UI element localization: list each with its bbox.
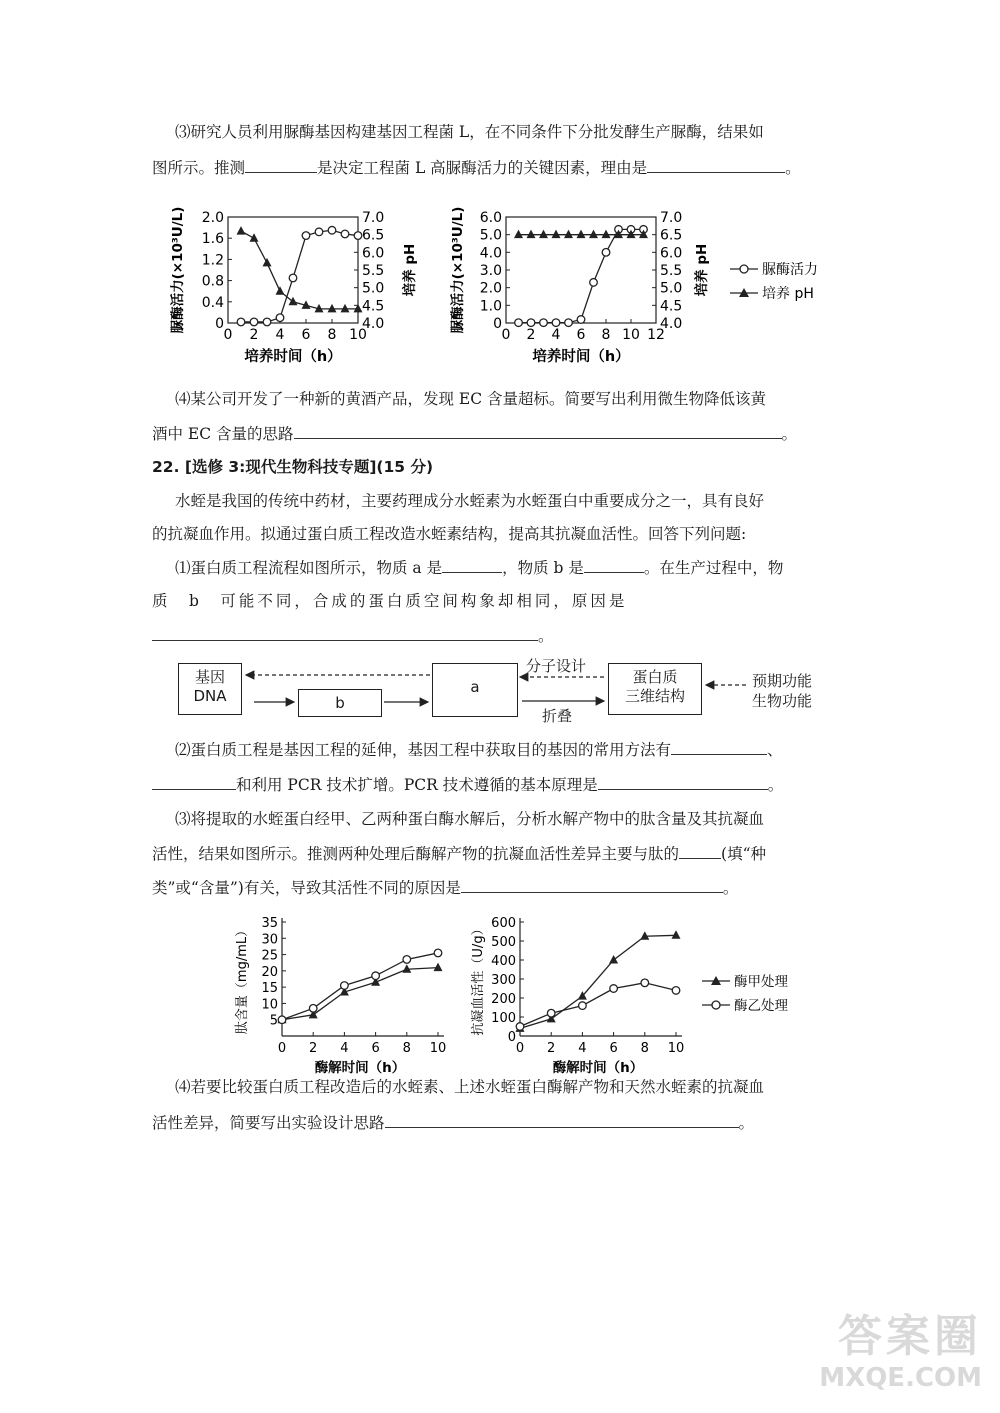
data-point (250, 318, 258, 326)
y-tick-label: 0.4 (201, 294, 224, 311)
data-point (309, 1005, 317, 1013)
legend-label-ph: 培养 pH (762, 286, 814, 302)
q21-3-line1: ⑶研究人员利用脲酶基因构建基因工程菌 L，在不同条件下分批发酵生产脲酶，结果如 (175, 123, 764, 141)
data-point (609, 955, 618, 964)
site-watermark-logo: 答案圈 MXQE.COM (819, 1311, 982, 1393)
data-point (302, 232, 310, 240)
y2-tick-label: 7.0 (660, 210, 683, 226)
data-point (403, 956, 411, 964)
legend-label-enzyme-b: 酶乙处理 (734, 998, 788, 1014)
y-tick-label: 25 (261, 948, 278, 964)
series-line (241, 230, 358, 322)
molecular-design-label: 分子设计 (526, 657, 587, 675)
urease-chart-1 (168, 205, 428, 375)
data-point (263, 318, 271, 326)
q22-s2-line2: 和利用 PCR 技术扩增。PCR 技术遵循的基本原理是 。 (152, 773, 783, 796)
x-tick-label: 4 (275, 327, 285, 343)
y-tick-label: 1.2 (201, 252, 224, 269)
data-point (434, 963, 443, 972)
series-line (520, 983, 676, 1027)
q22-s2-line1: ⑵蛋白质工程是基因工程的延伸，基因工程中获取目的基因的常用方法有 、 (175, 738, 783, 761)
x-tick-label: 0 (501, 327, 511, 343)
data-point (341, 982, 349, 990)
y2-tick-label: 6.5 (660, 227, 683, 244)
answer-blank[interactable] (671, 738, 767, 755)
y2-axis-title: 培养 pH (402, 243, 418, 297)
data-point (237, 226, 246, 235)
y2-tick-label: 5.0 (660, 280, 683, 297)
y2-tick-label: 4.5 (362, 298, 385, 315)
legend-circle-marker (712, 1001, 720, 1009)
protein-label: 蛋白质 (632, 668, 678, 686)
data-point (552, 230, 561, 239)
y-tick-label: 300 (491, 973, 516, 988)
y2-tick-label: 5.5 (660, 263, 683, 279)
y-tick-label: 0 (215, 316, 224, 332)
y2-tick-label: 6.5 (362, 227, 385, 244)
data-point (328, 304, 337, 313)
series-line (282, 953, 438, 1020)
series-line (519, 229, 644, 322)
structure-label: 三维结构 (624, 687, 685, 705)
q21-3-line2: 图所示。推测 是决定工程菌 L 高脲酶活力的关键因素，理由是 。 (152, 156, 801, 179)
answer-blank[interactable] (294, 422, 782, 439)
y-tick-label: 0 (507, 1030, 516, 1045)
data-point (539, 230, 548, 239)
q22-s3-line2: 活性，结果如图所示。推测两种处理后酶解产物的抗凝血活性差异主要与肽的 (填“种 (152, 842, 766, 865)
x-tick-label: 2 (547, 1041, 556, 1056)
x-tick-label: 4 (340, 1041, 349, 1056)
answer-blank[interactable] (152, 773, 236, 790)
y-tick-label: 30 (261, 932, 278, 948)
y-tick-label: 20 (261, 964, 278, 980)
data-point (289, 297, 298, 306)
data-point (434, 949, 442, 957)
x-tick-label: 8 (402, 1041, 411, 1056)
x-tick-label: 10 (429, 1041, 447, 1056)
data-point (672, 987, 680, 995)
x-tick-label: 2 (309, 1041, 318, 1056)
answer-blank[interactable] (598, 773, 768, 790)
x-tick-label: 12 (647, 327, 665, 343)
q22-s1-line2: 质 b 可能不同，合成的蛋白质空间构象却相同，原因是 (152, 592, 628, 610)
y2-tick-label: 6.0 (362, 245, 385, 262)
y-axis-title: 脲酶活力(×10³U/L) (450, 206, 466, 334)
data-point (289, 274, 297, 282)
data-point (552, 319, 560, 327)
data-point (276, 314, 284, 322)
x-tick-label: 8 (327, 327, 337, 343)
folding-label: 折叠 (542, 707, 573, 725)
urease-chart-2 (448, 205, 718, 375)
answer-blank[interactable] (584, 556, 644, 573)
anticoagulant-activity-chart (470, 912, 695, 1076)
y-tick-label: 4.0 (479, 245, 502, 262)
y2-tick-label: 5.5 (362, 263, 385, 279)
data-point (640, 931, 649, 940)
x-tick-label: 8 (640, 1041, 649, 1056)
y-tick-label: 1.6 (201, 231, 224, 248)
y-tick-label: 0.8 (201, 273, 224, 290)
y-axis-title: 脲酶活力(×10³U/L) (170, 206, 186, 334)
data-point (315, 228, 323, 236)
data-point (577, 316, 585, 324)
x-axis-title: 酶解时间（h） (314, 1060, 406, 1076)
y-tick-label: 3.0 (479, 263, 502, 279)
urease-legend (728, 258, 848, 308)
y-axis-title: 抗凝血活性（U/g） (471, 922, 486, 1036)
data-point (341, 230, 349, 238)
legend-label-enzyme-a: 酶甲处理 (734, 974, 788, 990)
y2-tick-label: 5.0 (362, 280, 385, 297)
q22-intro-line1: 水蛭是我国的传统中药材，主要药理成分水蛭素为水蛭蛋白中重要成分之一，具有良好 (175, 492, 765, 510)
y2-tick-label: 7.0 (362, 210, 385, 226)
y2-tick-label: 6.0 (660, 245, 683, 262)
series-line (241, 231, 358, 309)
y-tick-label: 1.0 (479, 298, 502, 315)
x-tick-label: 6 (609, 1041, 618, 1056)
answer-blank[interactable] (245, 156, 317, 173)
data-point (579, 1002, 587, 1010)
data-point (577, 230, 586, 239)
data-point (564, 230, 573, 239)
q22-intro-line2: 的抗凝血作用。拟通过蛋白质工程改造水蛭素结构，提高其抗凝血活性。回答下列问题: (152, 525, 747, 543)
y-tick-label: 200 (491, 992, 516, 1007)
y-tick-label: 15 (261, 981, 278, 997)
y-tick-label: 5 (269, 1013, 278, 1029)
y-tick-label: 2.0 (479, 280, 502, 297)
x-tick-label: 8 (601, 327, 611, 343)
answer-blank[interactable] (647, 156, 785, 173)
data-point (547, 1009, 555, 1017)
data-point (527, 230, 536, 239)
series-line (520, 935, 676, 1028)
data-point (641, 979, 649, 987)
y-tick-label: 400 (491, 954, 516, 969)
q21-4-line1: ⑷某公司开发了一种新的黄酒产品，发现 EC 含量超标。简要写出利用微生物降低该黄 (175, 390, 767, 408)
data-point (328, 226, 336, 234)
gene-label: 基因 (194, 668, 225, 686)
y-tick-label: 0 (493, 316, 502, 332)
data-point (565, 319, 573, 327)
expected-function-label: 预期功能 生物功能 (752, 672, 813, 710)
data-point (589, 230, 598, 239)
x-tick-label: 10 (622, 327, 640, 343)
legend-label-urease: 脲酶活力 (762, 262, 818, 278)
x-tick-label: 2 (249, 327, 259, 343)
x-tick-label: 0 (277, 1041, 287, 1056)
y-tick-label: 100 (491, 1011, 516, 1026)
y-tick-label: 5.0 (479, 227, 502, 244)
legend-circle-marker (740, 265, 748, 273)
y2-tick-label: 4.5 (660, 298, 683, 315)
answer-blank[interactable] (461, 876, 723, 893)
q22-s3-line3: 类”或“含量”)有关，导致其活性不同的原因是 。 (152, 876, 738, 899)
data-point (372, 972, 380, 980)
answer-blank[interactable] (679, 842, 721, 859)
data-point (516, 1023, 524, 1031)
x-tick-label: 10 (349, 327, 367, 343)
enzyme-legend (700, 970, 810, 1018)
data-point (237, 318, 245, 326)
dna-label: DNA (193, 687, 227, 705)
x-tick-label: 0 (223, 327, 233, 343)
x-tick-label: 10 (667, 1041, 685, 1056)
data-point (250, 233, 259, 242)
data-point (672, 930, 681, 939)
data-point (278, 1016, 286, 1024)
data-point (590, 279, 598, 287)
q22-s4-line1: ⑷若要比较蛋白质工程改造后的水蛭素、上述水蛭蛋白酶解产物和天然水蛭素的抗凝血 (175, 1078, 765, 1096)
data-point (515, 319, 523, 327)
y-tick-label: 500 (491, 935, 516, 950)
y-tick-label: 2.0 (201, 210, 224, 226)
y2-tick-label: 4.0 (660, 316, 683, 332)
q22-s3-line1: ⑶将提取的水蛭蛋白经甲、乙两种蛋白酶水解后，分析水解产物中的肽含量及其抗凝血 (175, 810, 765, 828)
data-point (341, 304, 350, 313)
q22-s4-line2: 活性差异，简要写出实验设计思路 。 (152, 1111, 754, 1134)
x-axis-title: 培养时间（h） (532, 349, 630, 365)
data-point (602, 249, 610, 257)
plot-frame (228, 217, 358, 323)
data-point (610, 985, 618, 993)
flow-arrows (170, 655, 850, 730)
substance-a-box: a (432, 663, 518, 717)
q21-4-line2: 酒中 EC 含量的思路 。 (152, 422, 797, 445)
substance-b-box: b (298, 689, 382, 717)
y-tick-label: 35 (261, 916, 278, 931)
x-axis-title: 培养时间（h） (244, 349, 342, 365)
x-tick-label: 6 (371, 1041, 380, 1056)
data-point (540, 319, 548, 327)
data-point (602, 230, 611, 239)
x-tick-label: 0 (515, 1041, 525, 1056)
peptide-content-chart (232, 912, 457, 1076)
data-point (527, 319, 535, 327)
x-tick-label: 2 (526, 327, 536, 343)
answer-blank[interactable] (385, 1111, 739, 1128)
y2-tick-label: 4.0 (362, 316, 385, 332)
y-tick-label: 10 (261, 997, 278, 1013)
x-tick-label: 6 (576, 327, 586, 343)
answer-blank[interactable] (442, 556, 502, 573)
data-point (514, 230, 523, 239)
data-point (276, 286, 285, 295)
q22-header: 22. [选修 3:现代生物科技专题](15 分) (152, 458, 434, 476)
x-tick-label: 4 (578, 1041, 587, 1056)
data-point (263, 258, 272, 267)
series-line (282, 968, 438, 1020)
x-tick-label: 6 (301, 327, 311, 343)
q22-s1-line1: ⑴蛋白质工程流程如图所示，物质 a 是 ，物质 b 是 。在生产过程中，物 (175, 556, 783, 579)
y-tick-label: 6.0 (479, 210, 502, 226)
x-tick-label: 4 (551, 327, 561, 343)
y-axis-title: 肽含量（mg/mL） (235, 923, 250, 1035)
q22-s1-line3: 。 (152, 624, 554, 647)
y-tick-label: 600 (491, 916, 516, 931)
data-point (354, 232, 362, 240)
answer-blank[interactable] (152, 624, 538, 641)
protein-engineering-flow (170, 655, 850, 730)
y2-axis-title: 培养 pH (694, 243, 710, 297)
x-axis-title: 酶解时间（h） (552, 1060, 644, 1076)
